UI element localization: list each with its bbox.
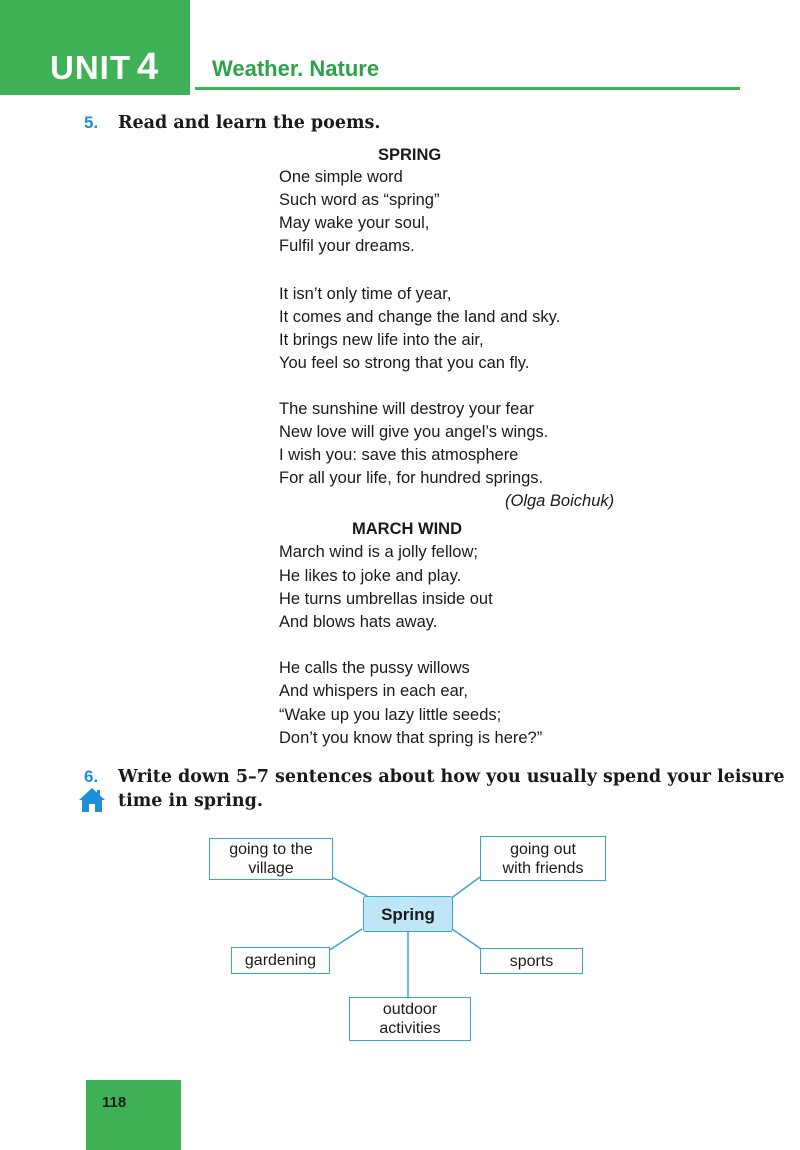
task-6-instruction-line2: time in spring. [118, 791, 263, 811]
task-5-instruction: Read and learn the poems. [118, 113, 381, 133]
poem-line: The sunshine will destroy your fear [279, 400, 534, 418]
poem-line: New love will give you angel’s wings. [279, 423, 549, 441]
node-village-line2: village [248, 860, 294, 877]
poem-line: “Wake up you lazy little seeds; [279, 706, 502, 724]
poem-line: And whispers in each ear, [279, 682, 468, 700]
mindmap-node-outdoor [349, 997, 471, 1041]
poem-line: It comes and change the land and sky. [279, 308, 561, 326]
poem-line: It isn’t only time of year, [279, 285, 452, 303]
poem-author: (Olga Boichuk) [505, 492, 615, 510]
node-outdoor-line1: outdoor [382, 1001, 438, 1018]
node-outdoor-line2: activities [379, 1020, 441, 1037]
poem-march-wind-title: MARCH WIND [352, 520, 462, 538]
poem-line: You feel so strong that you can fly. [279, 354, 530, 372]
poem-line: For all your life, for hundred springs. [279, 469, 544, 487]
connector-gardening [325, 929, 362, 953]
poem-line: He likes to joke and play. [279, 567, 462, 585]
mindmap-node-village [209, 838, 333, 880]
poem-line: He calls the pussy willows [279, 659, 470, 677]
unit-number: 4 [137, 46, 160, 88]
poem-line: I wish you: save this atmosphere [279, 446, 519, 464]
poem-line: He turns umbrellas inside out [279, 590, 493, 608]
poem-line: Fulfil your dreams. [279, 237, 415, 255]
task-5-number: 5. [84, 113, 99, 132]
task-6-number: 6. [84, 767, 99, 786]
unit-label: UNIT 4 [50, 46, 160, 88]
page-number: 118 [102, 1094, 127, 1111]
poem-line: One simple word [279, 168, 403, 186]
mindmap-node-gardening: gardening [231, 947, 330, 974]
mindmap-node-sports: sports [480, 948, 583, 974]
node-friends-line1: going out [510, 840, 576, 858]
poem-line: Don’t you know that spring is here?” [279, 729, 543, 747]
node-village-line1: going to the [229, 841, 313, 858]
poem-line: It brings new life into the air, [279, 331, 484, 349]
poem-line: May wake your soul, [279, 214, 430, 232]
poem-line: Such word as “spring” [279, 191, 440, 209]
page-number-box [86, 1080, 181, 1150]
unit-title: Weather. Nature [212, 56, 380, 81]
poem-line: March wind is a jolly fellow; [279, 543, 478, 561]
mindmap-node-friends [480, 836, 606, 881]
poem-spring-title: SPRING [378, 146, 442, 164]
node-friends-line2: with friends [502, 859, 584, 877]
poem-line: And blows hats away. [279, 613, 438, 631]
mindmap-node-center: Spring [363, 896, 453, 932]
task-6-instruction-line1: Write down 5–7 sentences about how you usually spend your leisure [118, 767, 785, 787]
